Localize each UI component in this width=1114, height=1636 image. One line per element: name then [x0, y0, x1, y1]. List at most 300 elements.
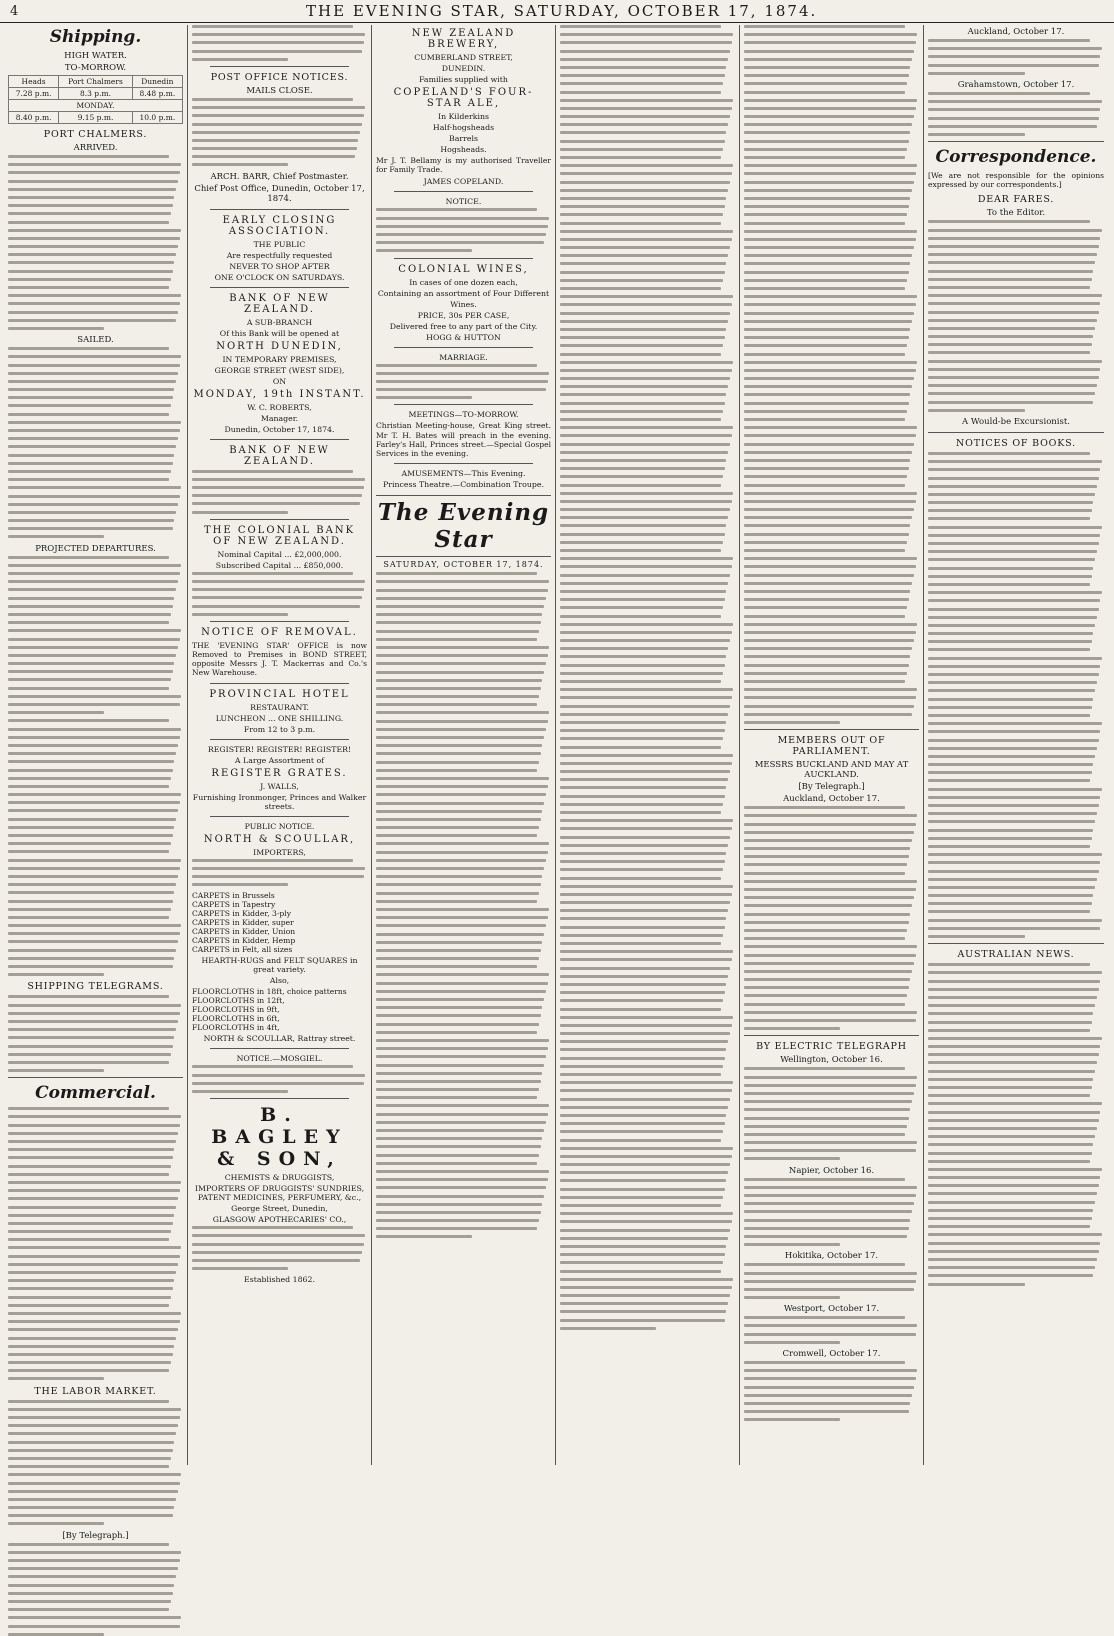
text-line	[928, 902, 1092, 905]
text-line	[744, 508, 914, 511]
text-line	[8, 1028, 176, 1031]
text-line	[8, 413, 169, 416]
text-line	[560, 393, 726, 396]
text-line	[8, 486, 181, 489]
text-line	[192, 1226, 353, 1229]
text-line	[376, 818, 541, 821]
text-line	[376, 793, 546, 796]
text-line	[744, 615, 905, 618]
text-line	[744, 238, 916, 241]
list-item: CARPETS in Brussels	[192, 891, 275, 901]
text-line	[560, 1179, 726, 1182]
text-line	[928, 1045, 1100, 1048]
text-line	[560, 524, 726, 527]
grahamstown-text	[928, 92, 1104, 136]
text-line	[560, 197, 726, 200]
high-water-heading: HIGH WATER.	[64, 51, 127, 61]
text-line	[744, 954, 916, 957]
text-line	[744, 574, 914, 577]
arrived-text	[8, 155, 183, 330]
text-line	[192, 147, 357, 150]
text-line	[8, 347, 169, 350]
text-line	[560, 852, 726, 855]
text-line	[376, 1145, 541, 1148]
text-line	[560, 582, 728, 585]
bagley-heading: B. BAGLEY & SON,	[211, 1104, 348, 1171]
text-line	[8, 949, 176, 952]
text-line	[928, 624, 1095, 627]
text-line	[8, 396, 173, 399]
text-line	[8, 580, 178, 583]
text-line	[560, 1016, 733, 1019]
column-4	[556, 25, 740, 1465]
text-line	[560, 156, 721, 159]
text-line	[744, 533, 909, 536]
text-line	[928, 39, 1090, 42]
cases-label: In cases of one dozen each,	[409, 277, 518, 287]
text-line	[8, 286, 169, 289]
text-line	[8, 818, 176, 821]
text-line	[560, 688, 733, 691]
text-line	[8, 769, 173, 772]
text-line	[928, 1225, 1090, 1228]
text-line	[376, 1096, 537, 1099]
text-line	[192, 588, 364, 591]
text-line	[8, 470, 171, 473]
text-line	[8, 703, 180, 706]
text-line	[744, 705, 914, 708]
text-line	[560, 344, 723, 347]
text-line	[744, 1272, 917, 1275]
text-line	[192, 478, 365, 481]
text-line	[560, 1261, 723, 1264]
text-line	[560, 164, 733, 167]
text-line	[928, 1233, 1102, 1236]
notice-text	[376, 208, 551, 252]
text-line	[8, 229, 181, 232]
text-line	[8, 891, 174, 894]
text-line	[8, 1036, 174, 1039]
text-line	[192, 1065, 353, 1068]
text-line	[8, 372, 178, 375]
text-line	[376, 916, 548, 919]
text-line	[928, 117, 1099, 120]
text-line	[744, 880, 917, 883]
george-street-dunedin: George Street, Dunedin,	[231, 1204, 328, 1214]
text-line	[744, 672, 907, 675]
text-line	[744, 303, 916, 306]
text-line	[560, 451, 728, 454]
text-line	[8, 454, 174, 457]
text-line	[8, 572, 180, 575]
one-oclock: ONE O'CLOCK ON SATURDAYS.	[214, 272, 345, 282]
text-line	[8, 253, 176, 256]
text-line	[928, 1160, 1090, 1163]
text-line	[928, 468, 1100, 471]
text-line	[744, 1324, 917, 1327]
text-line	[376, 982, 548, 985]
early-closing-heading: EARLY CLOSING ASSOCIATION.	[222, 214, 337, 237]
text-line	[560, 991, 725, 994]
text-line	[560, 1204, 721, 1207]
tide-cell: 8.48 p.m.	[132, 88, 182, 100]
text-line	[928, 698, 1093, 701]
text-line	[744, 929, 907, 932]
text-line	[744, 197, 910, 200]
text-line	[744, 1092, 914, 1095]
text-line	[376, 1137, 542, 1140]
text-line	[560, 705, 730, 708]
amusements-text: Princess Theatre.—Combination Troupe.	[383, 480, 544, 490]
text-line	[376, 728, 546, 731]
text-line	[560, 729, 725, 732]
text-line	[744, 1219, 910, 1222]
correspondence-heading: Correspondence.	[935, 147, 1097, 168]
text-line	[744, 377, 914, 380]
text-line	[376, 638, 537, 641]
text-line	[8, 826, 174, 829]
text-line	[928, 935, 1025, 938]
text-line	[8, 1061, 169, 1064]
marriage-heading: MARRIAGE.	[439, 352, 488, 362]
text-line	[560, 377, 730, 380]
text-line	[376, 621, 541, 624]
text-line	[560, 1229, 730, 1232]
text-line	[744, 262, 910, 265]
labor-market-text	[8, 1400, 183, 1526]
text-line	[560, 385, 728, 388]
text-line	[560, 58, 728, 61]
mails-text	[192, 98, 367, 167]
list-item: FLOORCLOTHS in 12ft,	[192, 996, 285, 1006]
text-line	[928, 92, 1090, 95]
text-line	[8, 613, 171, 616]
wines-label: Wines.	[450, 299, 477, 309]
glasgow-apothecaries: GLASGOW APOTHECARIES' CO.,	[212, 1215, 347, 1225]
ns-sign: NORTH & SCOULLAR, Rattray street.	[203, 1034, 356, 1044]
text-line	[192, 1251, 362, 1254]
text-line	[744, 1263, 905, 1266]
text-line	[744, 606, 907, 609]
text-line	[744, 962, 914, 965]
text-line	[560, 1106, 728, 1109]
text-line	[376, 834, 537, 837]
text-line	[376, 892, 539, 895]
text-line	[8, 588, 176, 591]
text-line	[8, 728, 181, 731]
text-line	[8, 1514, 173, 1517]
text-line	[376, 1104, 549, 1107]
wellington-text	[744, 1067, 919, 1160]
tide-cell: 10.0 p.m.	[132, 112, 182, 124]
text-line	[744, 970, 912, 973]
divider	[8, 1077, 183, 1078]
text-line	[560, 1188, 725, 1191]
text-line	[8, 429, 180, 432]
text-line	[8, 380, 176, 383]
text-line	[744, 189, 912, 192]
text-line	[744, 1076, 917, 1079]
text-line	[376, 1088, 539, 1091]
text-line	[928, 1266, 1095, 1269]
projected-departures-heading: PROJECTED DEPARTURES.	[35, 543, 156, 554]
page-title: THE EVENING STAR, SATURDAY, OCTOBER 17, 1874.	[306, 2, 818, 20]
editorial-date: SATURDAY, OCTOBER 17, 1874.	[383, 560, 544, 570]
text-line	[560, 819, 733, 822]
list-item: CARPETS in Kidder, Hemp	[192, 936, 296, 946]
text-line	[8, 752, 176, 755]
text-line	[744, 148, 907, 151]
text-line	[744, 1125, 907, 1128]
list-item: FLOORCLOTHS in 9ft,	[192, 1005, 280, 1015]
text-line	[928, 910, 1090, 913]
text-line	[8, 1449, 173, 1452]
text-line	[560, 1245, 726, 1248]
text-line	[560, 353, 721, 356]
text-line	[8, 1625, 180, 1628]
list-item: CARPETS in Felt, all sizes	[192, 945, 293, 955]
column-6	[924, 25, 1108, 1465]
text-line	[744, 1280, 916, 1283]
text-line	[192, 511, 288, 514]
text-line	[560, 1196, 723, 1199]
text-line	[8, 1230, 171, 1233]
text-line	[8, 319, 176, 322]
text-line	[928, 845, 1090, 848]
westport-dateline: Westport, October 17.	[783, 1304, 880, 1315]
text-line	[928, 550, 1097, 553]
text-line	[744, 1003, 905, 1006]
members-heading: MEMBERS OUT OF PARLIAMENT.	[777, 735, 886, 758]
text-line	[8, 519, 174, 522]
text-line	[744, 287, 905, 290]
text-line	[928, 657, 1102, 660]
divider	[928, 943, 1104, 944]
text-line	[928, 384, 1097, 387]
text-line	[560, 868, 723, 871]
shipping-telegrams-heading: SHIPPING TELEGRAMS.	[27, 981, 164, 993]
monday-19: MONDAY, 19th INSTANT.	[193, 388, 366, 400]
text-line	[192, 50, 362, 53]
text-line	[560, 222, 721, 225]
hogsheads: Hogsheads.	[440, 145, 487, 154]
text-line	[928, 1152, 1092, 1155]
text-line	[744, 713, 912, 716]
text-line	[744, 1149, 916, 1152]
arrived-heading: ARRIVED.	[73, 143, 118, 153]
text-line	[744, 1027, 840, 1030]
text-line	[560, 123, 728, 126]
text-line	[8, 1457, 171, 1460]
text-line	[560, 1147, 733, 1150]
text-line	[744, 647, 912, 650]
text-line	[8, 670, 173, 673]
text-line	[192, 470, 353, 473]
text-line	[928, 673, 1099, 676]
text-line	[376, 973, 549, 976]
text-line	[560, 1319, 725, 1322]
text-line	[744, 91, 905, 94]
text-line	[560, 33, 733, 36]
napier-text	[744, 1178, 919, 1247]
text-line	[560, 492, 733, 495]
text-line	[376, 1154, 539, 1157]
text-line	[8, 1353, 173, 1356]
text-line	[560, 1130, 723, 1133]
text-line	[744, 254, 912, 257]
text-line	[744, 1394, 912, 1397]
text-line	[560, 1237, 728, 1240]
text-line	[376, 1031, 537, 1034]
text-line	[8, 965, 173, 968]
text-line	[376, 1064, 544, 1067]
text-line	[744, 74, 909, 77]
north-dunedin: NORTH DUNEDIN,	[216, 340, 343, 352]
auckland-dateline: Auckland, October 17.	[967, 27, 1065, 37]
text-line	[192, 33, 365, 36]
text-line	[744, 1210, 912, 1213]
text-line	[560, 312, 730, 315]
text-line	[928, 64, 1099, 67]
shipping-heading: Shipping.	[49, 27, 142, 47]
text-line	[560, 189, 728, 192]
text-line	[560, 1327, 656, 1330]
text-line	[192, 613, 288, 616]
text-line	[744, 1194, 916, 1197]
text-line	[560, 598, 725, 601]
text-line	[8, 1069, 104, 1072]
text-line	[560, 410, 723, 413]
text-line	[928, 343, 1092, 346]
text-line	[928, 853, 1102, 856]
text-line	[744, 140, 909, 143]
text-line	[560, 443, 730, 446]
text-line	[376, 630, 539, 633]
text-line	[744, 475, 907, 478]
text-line	[928, 722, 1102, 725]
masthead	[0, 0, 1114, 23]
text-line	[8, 1633, 104, 1636]
text-line	[928, 1217, 1092, 1220]
text-line	[376, 777, 549, 780]
text-line	[560, 320, 728, 323]
text-line	[376, 1178, 548, 1181]
text-line	[744, 361, 917, 364]
families-supplied: Families supplied with	[419, 75, 508, 84]
books-text	[928, 452, 1104, 938]
divider	[210, 439, 349, 440]
divider	[928, 141, 1104, 142]
floorcloths-list	[192, 987, 367, 1032]
text-line	[376, 769, 537, 772]
text-line	[744, 156, 905, 159]
text-line	[744, 524, 910, 527]
text-line	[560, 680, 721, 683]
text-line	[376, 736, 544, 739]
text-line	[928, 485, 1097, 488]
text-line	[744, 402, 909, 405]
text-line	[744, 41, 916, 44]
text-line	[928, 401, 1093, 404]
text-line	[560, 754, 733, 757]
text-line	[928, 558, 1095, 561]
text-line	[744, 896, 914, 899]
divider	[210, 209, 349, 210]
text-line	[376, 1006, 542, 1009]
text-line	[560, 696, 732, 699]
text-line	[560, 459, 726, 462]
text-line	[928, 1176, 1100, 1179]
text-line	[8, 932, 180, 935]
text-line	[744, 107, 916, 110]
text-line	[928, 886, 1095, 889]
text-line	[8, 719, 169, 722]
text-line	[192, 1259, 360, 1262]
will-be-opened: Of this Bank will be opened at	[219, 328, 340, 338]
shipping-news	[8, 719, 183, 976]
the-public: THE PUBLIC	[253, 239, 306, 249]
text-line	[560, 516, 728, 519]
text-line	[928, 1078, 1093, 1081]
text-line	[192, 1074, 365, 1077]
text-line	[744, 500, 916, 503]
text-line	[8, 245, 178, 248]
text-line	[560, 1171, 728, 1174]
text-line	[192, 131, 360, 134]
text-line	[560, 590, 726, 593]
divider	[394, 258, 533, 259]
text-line	[744, 131, 910, 134]
text-line	[928, 542, 1099, 545]
text-line	[192, 1267, 288, 1270]
text-line	[560, 885, 733, 888]
requested: Are respectfully requested	[226, 250, 333, 260]
text-line	[8, 1377, 104, 1380]
manager: Manager.	[260, 413, 299, 423]
text-line	[928, 919, 1102, 922]
text-line	[8, 605, 173, 608]
text-line	[8, 859, 181, 862]
bagley-text	[192, 1226, 367, 1270]
text-line	[8, 495, 180, 498]
text-line	[560, 172, 732, 175]
text-line	[928, 368, 1100, 371]
text-line	[744, 82, 907, 85]
text-line	[8, 1608, 169, 1611]
text-line	[376, 364, 537, 367]
buckland-heading: MESSRS BUCKLAND AND MAY AT AUCKLAND.	[754, 760, 909, 781]
text-line	[376, 720, 548, 723]
text-line	[8, 1490, 178, 1493]
text-line	[928, 517, 1090, 520]
tide-cell: 8.3 p.m.	[59, 88, 133, 100]
text-line	[744, 58, 912, 61]
text-line	[744, 66, 910, 69]
text-line	[192, 502, 360, 505]
text-line	[928, 812, 1097, 815]
text-line	[560, 713, 728, 716]
text-line	[928, 878, 1097, 881]
text-line	[560, 860, 725, 863]
text-line	[928, 632, 1093, 635]
electric-telegraph-heading: BY ELECTRIC TELEGRAPH	[756, 1041, 907, 1053]
text-line	[744, 1067, 905, 1070]
text-line	[8, 311, 178, 314]
text-line	[376, 396, 472, 399]
text-line	[928, 376, 1099, 379]
text-line	[744, 598, 909, 601]
text-line	[560, 303, 732, 306]
